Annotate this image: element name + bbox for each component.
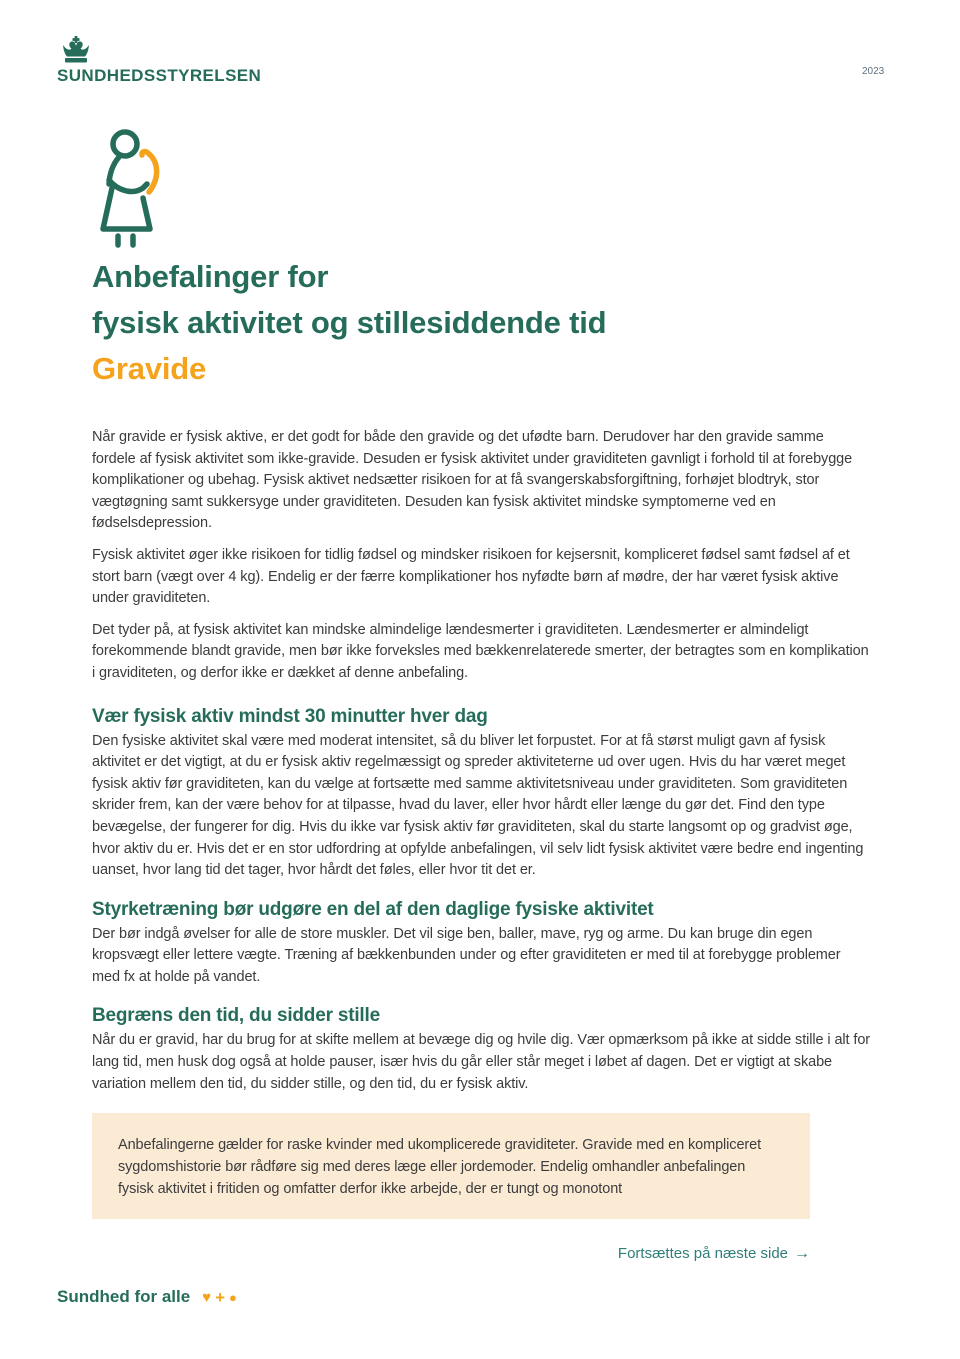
intro-paragraph: Det tyder på, at fysisk aktivitet kan mindske almindelige lændesmerter i graviditeten. Lændesmerter er almindeligt forekommende blandt gravide, men bør ikke forveksles med bækkenrelaterede smerter, der betragtes som en komplikation i graviditeten, og derfor ikke er dækket af denne anbefaling.	[92, 621, 869, 681]
plus-icon: +	[215, 1287, 226, 1307]
section-body-activity: Den fysiske aktivitet skal være med moderat intensitet, så du bliver let forpustet. For at få størst muligt gavn af fysisk aktivitet er det vigtigt, at du er fysisk aktiv regelmæssigt og spreder aktiviteterne ud over ugen. Hvis du har været meget fysisk aktiv før graviditeten, kan du vælge at fortsætte med samme aktivitetsniveau under graviditeten. Som graviditeten skrider frem, kan der være behov for at tilpasse, hvad du laver, eller hvor hårdt eller længe du gør det. Find den type bevægelse, der fungerer for dig. Hvis du ikke var fysisk aktiv før graviditeten, skal du starte langsomt op og gradvist øge, hvor aktiv du er. Hvis det er en stor udfordring at opfylde anbefalingen, vil selv lidt fysisk aktivitet være bedre end ingenting uanset, hvor lang tid det tager, hvor hårdt det føles, eller hvor tit det er.	[92, 732, 864, 879]
continuation-note	[92, 1245, 810, 1263]
footer-slogan-text: Sundhed for alle	[57, 1287, 191, 1306]
footer-slogan	[57, 1287, 237, 1307]
intro-paragraph: Når gravide er fysisk aktive, er det godt for både den gravide og det ufødte barn. Derudover har den gravide samme fordele af fysisk aktivitet som ikke-gravide. Desuden er fysisk aktivitet under graviditeten gavnligt i forhold til at forebygge komplikationer og ubehag. Fysisk aktivet nedsætter risikoen for at få svangerskabsforgiftning, forhøjet blodtryk, stor vægtøgning samt sukkersyge under graviditeten. Desuden kan fysisk aktivitet mindske symptomerne ved en fødselsdepression.	[92, 429, 853, 532]
section-heading-sitting: Begræns den tid, du sidder stille	[92, 1005, 380, 1027]
continuation-label: Fortsættes på næste side	[617, 1245, 788, 1263]
arrow-right-icon: →	[794, 1245, 810, 1263]
crown-icon	[59, 36, 93, 63]
title-line-2: fysisk aktivitet og stillesiddende tid	[92, 305, 607, 340]
year-label: 2023	[862, 66, 885, 77]
footer-marks	[202, 1289, 237, 1306]
section-body-strength: Der bør indgå øvelser for alle de store muskler. Det vil sige ben, baller, mave, ryg og arme. Du kan bruge din egen kropsvægt eller lettere vægte. Træning af bækkenbunden under og efter graviditeten er med til at forebygge problemer med fx at holde på vandet.	[92, 925, 841, 985]
dot-icon: ●	[229, 1289, 237, 1305]
title-line-1: Anbefalinger for	[92, 259, 329, 294]
brand-logo	[57, 36, 261, 86]
title-audience: Gravide	[92, 351, 207, 386]
pregnant-woman-icon	[92, 128, 196, 248]
section-heading-activity: Vær fysisk aktiv mindst 30 minutter hver dag	[92, 705, 488, 727]
intro-paragraph: Fysisk aktivitet øger ikke risikoen for tidlig fødsel og mindsker risikoen for kejsersnit, kompliceret fødsel samt fødsel af et stort barn (vægt over 4 kg). Endelig er der færre komplikationer hos nyfødte børn af mødre, der har været fysisk aktive under graviditeten.	[92, 546, 850, 607]
heart-icon: ♥	[202, 1288, 212, 1306]
section-body-sitting: Når du er gravid, har du brug for at skifte mellem at bevæge dig og hvile dig. Vær opmærksom på ikke at sidde stille i alt for lang tid, men husk dog også at holde pauser, især hvis du går eller står meget i løbet af dagen. Det er vigtigt at skabe variation mellem den tid, du sidder stille, og den tid, du er fysisk aktiv.	[92, 1032, 871, 1092]
note-box-text: Anbefalingerne gælder for raske kvinder med ukomplicerede graviditeter. Gravide med en kompliceret sygdomshistorie bør rådføre sig med deres læge eller jordemoder. Endelig omhandler anbefalingen fysisk aktivitet i fritiden og omfatter derfor ikke arbejde, der er tungt og monotont	[118, 1137, 762, 1198]
section-heading-strength: Styrketræning bør udgøre en del af den daglige fysiske aktivitet	[92, 898, 654, 920]
main-content	[92, 128, 870, 1263]
page-title	[92, 254, 870, 392]
note-box	[92, 1113, 810, 1219]
brand-name: SUNDHEDSSTYRELSEN	[57, 66, 262, 85]
